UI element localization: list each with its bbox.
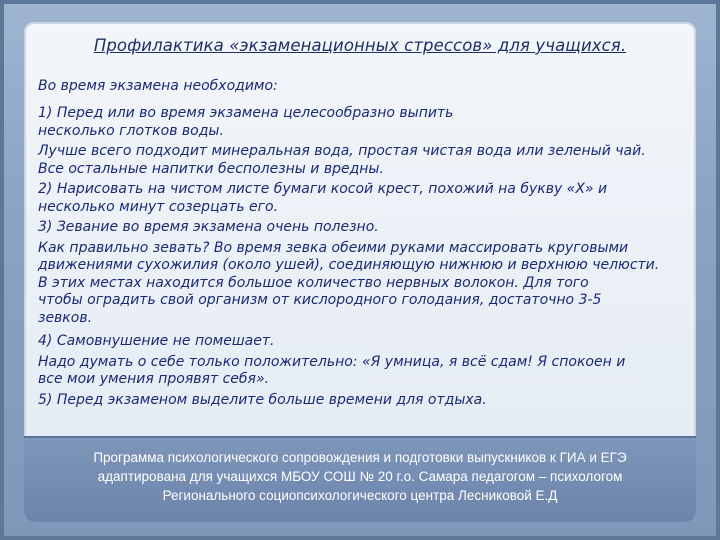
text-line: Лучше всего подходит минеральная вода, простая чистая вода или зеленый чай.: [38, 143, 646, 159]
footer-line: Регионального социопсихологического центра Лесниковой Е.Д: [162, 488, 558, 503]
slide-title: Профилактика «экзаменационных стрессов» для учащихся.: [93, 36, 627, 55]
text-line: движениями сухожилия (около ушей), соединяющую нижнюю и верхнюю челюсти.: [38, 257, 660, 273]
footer-line: адаптирована для учащихся МБОУ СОШ № 20 г.о. Самара педагогом – психологом: [97, 469, 623, 484]
text-line: 3) Зевание во время экзамена очень полезно.: [38, 219, 379, 235]
slide-card: [24, 22, 696, 522]
text-line: Надо думать о себе только положительно: «Я умница, я всё сдам! Я спокоен и: [38, 353, 626, 370]
text-line: 4) Самовнушение не помешает.: [38, 333, 275, 349]
footer-line: Программа психологического сопровождения и подготовки выпускников к ГИА и ЕГЭ: [93, 450, 627, 465]
text-line: все мои умения проявят себя».: [38, 371, 270, 387]
text-line: зевков.: [38, 309, 93, 326]
text-line: Все остальные напитки бесполезны и вредны.: [38, 160, 384, 177]
text-line: Как правильно зевать? Во время зевка обеими руками массировать круговыми: [38, 239, 629, 256]
slide-content: [38, 78, 684, 409]
text-line: 2) Нарисовать на чистом листе бумаги косой крест, похожий на букву «Х» и: [38, 181, 608, 197]
text-line: чтобы оградить свой организм от кислородного голодания, достаточно 3-5: [38, 292, 602, 308]
text-line: несколько глотков воды.: [38, 122, 224, 139]
footer-bar: [24, 436, 696, 522]
text-line: В этих местах находится большое количество нервных волокон. Для того: [38, 274, 589, 291]
text-line: 1) Перед или во время экзамена целесообразно выпить: [38, 105, 454, 121]
text-line: несколько минут созерцать его.: [38, 198, 279, 215]
text-line: 5) Перед экзаменом выделите больше времени для отдыха.: [38, 391, 487, 408]
intro-heading: Во время экзамена необходимо:: [38, 78, 278, 94]
